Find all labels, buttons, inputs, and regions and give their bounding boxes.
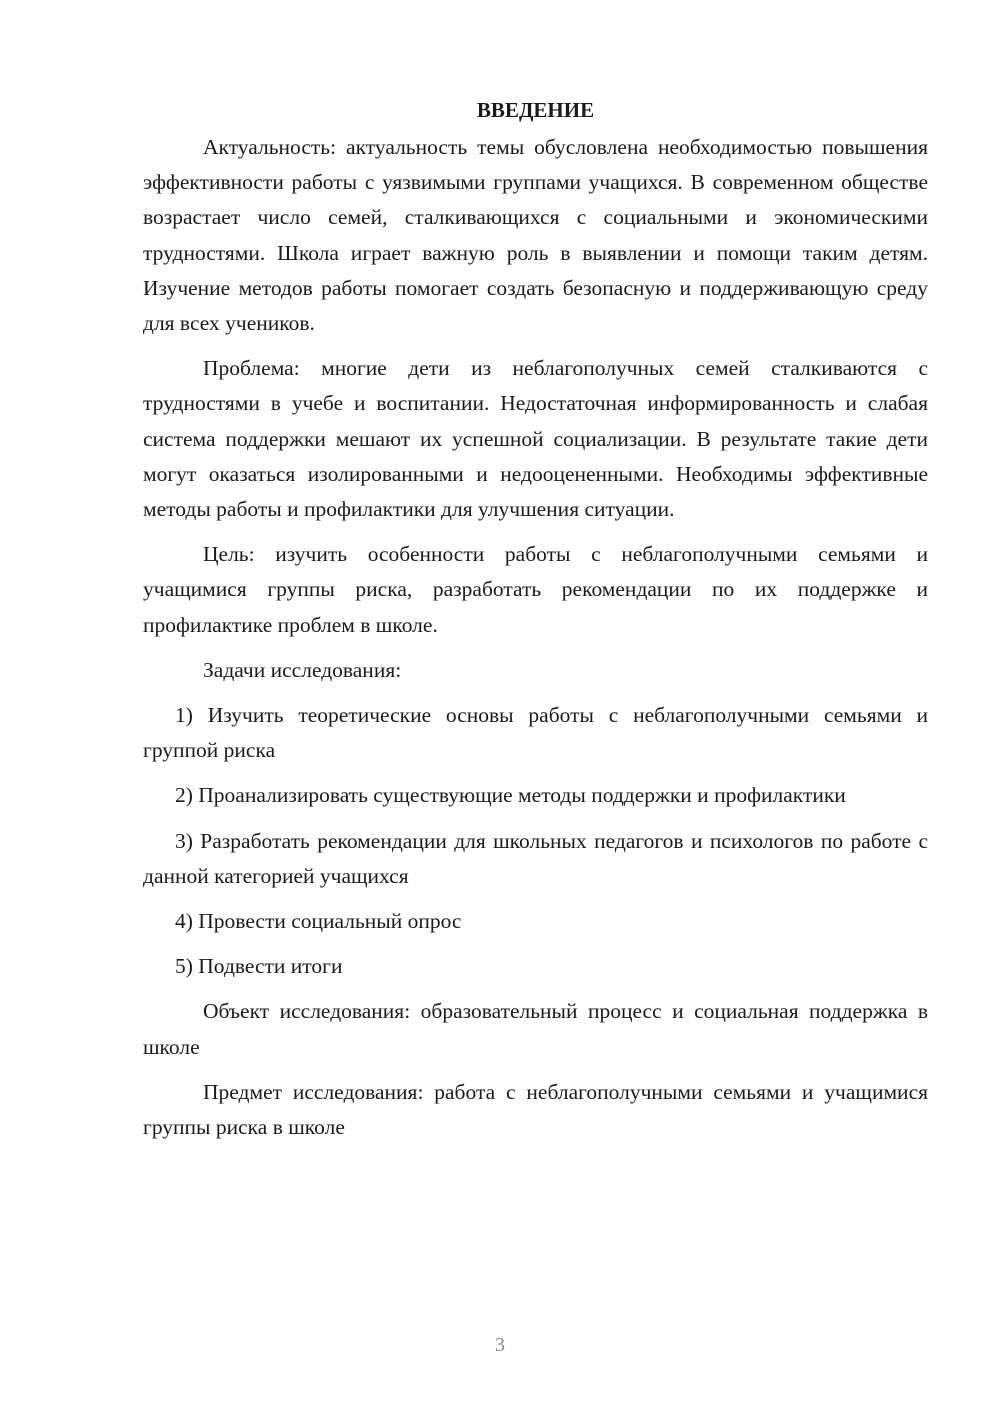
problem-paragraph: Проблема: многие дети из неблагополучных семей сталкиваются с трудностями в учебе и воспитании. Недостаточная информированность и слабая система поддержки мешают их успешной социализации. В результате такие дети могут оказаться изолированными и недооцененными. Необходимы эффективные методы работы и профилактики для улучшения ситуации. bbox=[143, 356, 928, 522]
task-item: 4) Провести социальный опрос bbox=[175, 909, 462, 934]
page-title: ВВЕДЕНИЕ bbox=[476, 98, 595, 122]
task-item: 3) Разработать рекомендации для школьных педагогов и психологов по работе с данной категорией учащихся bbox=[143, 828, 928, 888]
subject-paragraph: Предмет исследования: работа с неблагополучными семьями и учащимися группы риска в школе bbox=[143, 1079, 928, 1140]
task-item: 5) Подвести итоги bbox=[175, 954, 343, 979]
relevance-paragraph: Актуальность: актуальность темы обусловлена необходимостью повышения эффективности работы с уязвимыми группами учащихся. В современном обществе возрастает число семей, сталкивающихся с социальными и экономическими трудностями. Школа играет важную роль в выявлении и помощи таким детям. Изучение методов работы помогает создать безопасную и поддерживающую среду для всех учеников. bbox=[143, 135, 928, 336]
goal-paragraph: Цель: изучить особенности работы с неблагополучными семьями и учащимися группы риска, разработать рекомендации по их поддержке и профилактике проблем в школе. bbox=[143, 542, 928, 637]
page-number: 3 bbox=[495, 1334, 505, 1356]
object-paragraph: Объект исследования: образовательный процесс и социальная поддержка в школе bbox=[143, 999, 928, 1059]
document-page bbox=[143, 96, 928, 1155]
task-item: 1) Изучить теоретические основы работы с неблагополучными семьями и группой риска bbox=[143, 703, 928, 763]
tasks-heading: Задачи исследования: bbox=[203, 657, 402, 682]
task-item: 2) Проанализировать существующие методы поддержки и профилактики bbox=[175, 783, 846, 808]
